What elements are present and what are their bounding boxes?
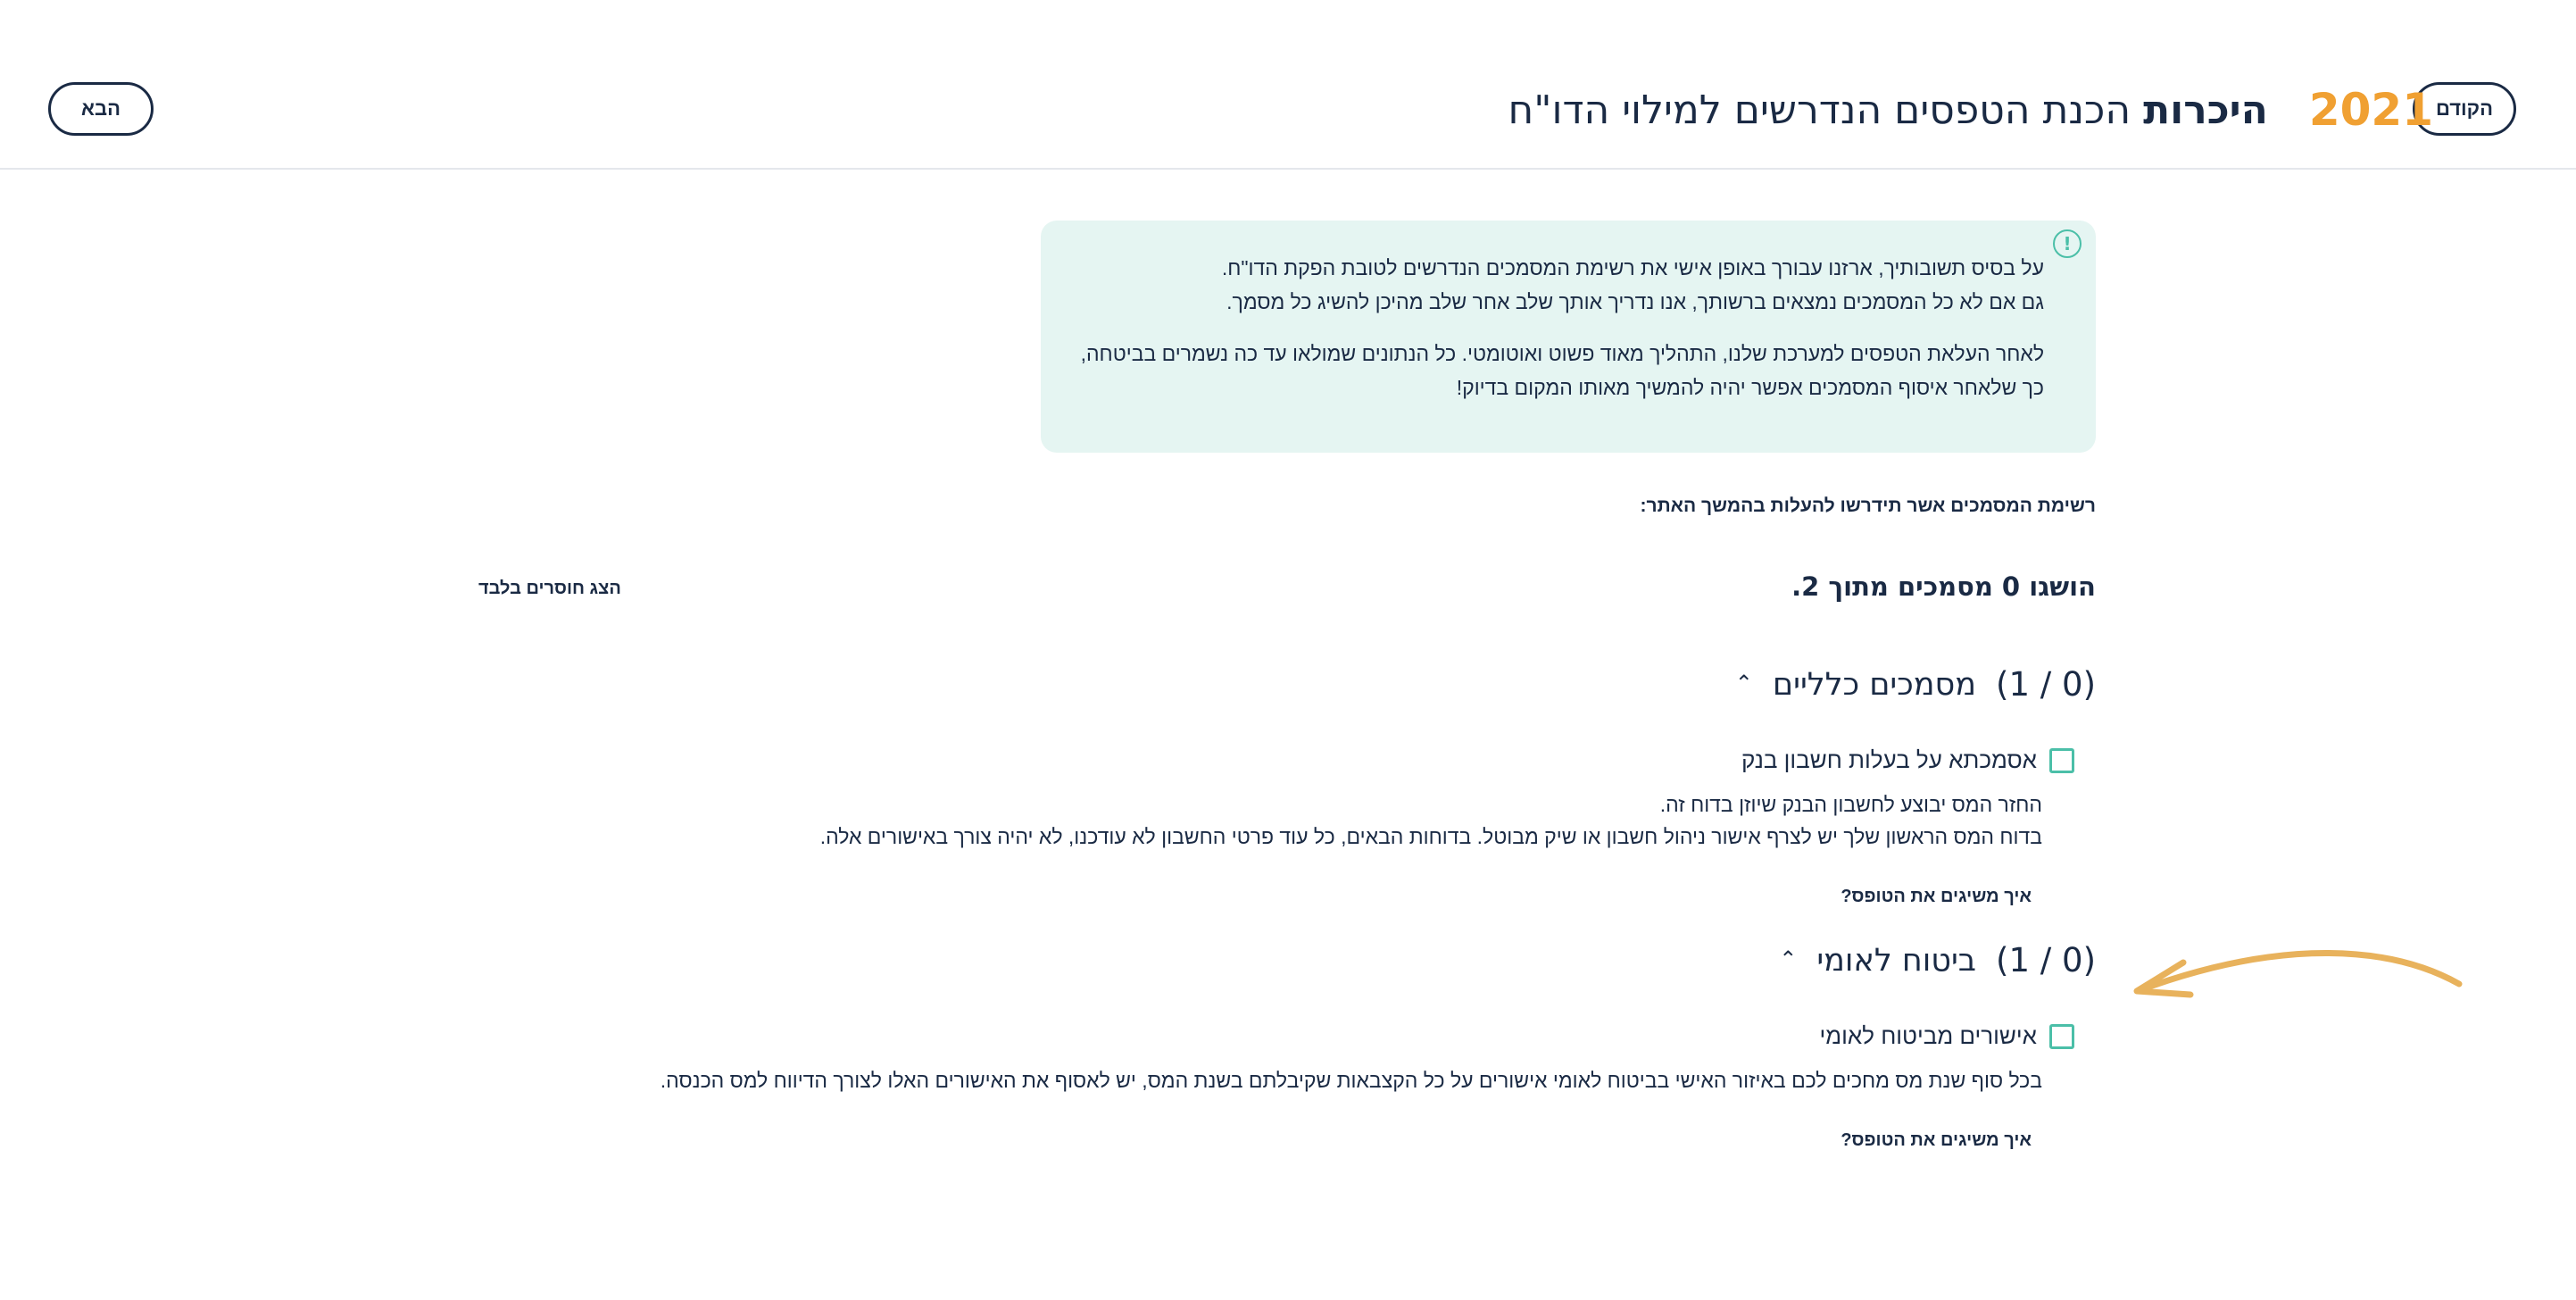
section-header-general-documents[interactable] [1735, 665, 2096, 704]
section-title: מסמכים כלליים [1772, 666, 1977, 703]
show-missing-only-link[interactable]: הצג חוסרים בלבד [478, 579, 621, 598]
previous-button[interactable]: הקודם [2413, 82, 2516, 136]
chevron-up-icon[interactable]: ⌃ [1734, 670, 1753, 696]
how-to-get-form-link[interactable]: איך משיגים את הטופס? [1841, 1130, 2032, 1150]
info-line: כך שלאחר איסוף המסמכים אפשר יהיה להמשיך מאותו המקום בדיוק! [1456, 376, 2044, 399]
title-rest: הכנת הטפסים הנדרשים למילוי הדו"ח [1508, 87, 2131, 133]
document-checkbox[interactable] [2049, 1024, 2074, 1049]
next-button[interactable]: הבא [48, 82, 154, 136]
section-count: (0 / 1) [1996, 665, 2096, 704]
section-title: ביטוח לאומי [1816, 942, 1977, 979]
info-paragraph-1 [1068, 251, 2044, 319]
description-line: בדוח המס הראשון שלך יש לצרף אישור ניהול חשבון או שיק מבוטל. בדוחות הבאים, כל עוד פרטי החשבון לא עודכנו, לא יהיה צורך באישורים אלה. [819, 825, 2042, 848]
section-count: (0 / 1) [1996, 941, 2096, 979]
page-title [1508, 79, 2433, 141]
title-bold: היכרות [2143, 87, 2268, 133]
info-line: לאחר העלאת הטפסים למערכת שלנו, התהליך מאוד פשוט ואוטומטי. כל הנתונים שמולאו עד כה נשמרים בביטחה, [1080, 342, 2044, 365]
document-row-national-insurance [1820, 1022, 2075, 1050]
section-header-national-insurance[interactable] [1779, 941, 2096, 979]
collected-summary: הושגו 0 מסמכים מתוך 2. [1791, 571, 2096, 602]
document-checkbox[interactable] [2049, 748, 2074, 773]
top-bar [0, 0, 2576, 170]
document-label: אסמכתא על בעלות חשבון בנק [1741, 746, 2037, 773]
description-line: בכל סוף שנת מס מחכים לכם באיזור האישי בביטוח לאומי אישורים על כל הקצבאות שקיבלתם בשנת המס, יש לאסוף את האישורים האלו לצורך הדיווח למס הכנסה. [660, 1069, 2042, 1092]
chevron-up-icon[interactable]: ⌃ [1779, 946, 1798, 971]
document-description [661, 1064, 2042, 1096]
description-line: החזר המס יבוצע לחשבון הבנק שיוזן בדוח זה. [1659, 793, 2042, 816]
info-line: על בסיס תשובותיך, ארזנו עבורך באופן אישי את רשימת המסמכים הנדרשים לטובת הפקת הדו"ח. [1221, 256, 2044, 279]
documents-list-title: רשימת המסמכים אשר תידרשו להעלות בהמשך האתר: [1640, 496, 2096, 516]
annotation-arrow-icon [2124, 929, 2472, 1000]
document-description [820, 788, 2042, 853]
info-box [1041, 221, 2096, 453]
info-icon: ! [2053, 229, 2082, 258]
title-year: 2021 [2308, 84, 2433, 136]
info-paragraph-2 [1068, 337, 2044, 404]
document-row-bank-account [1741, 746, 2074, 774]
document-label: אישורים מביטוח לאומי [1819, 1022, 2037, 1049]
info-line: גם אם לא כל המסמכים נמצאים ברשותך, אנו נדריך אותך שלב אחר שלב מהיכן להשיג כל מסמך. [1226, 290, 2044, 313]
how-to-get-form-link[interactable]: איך משיגים את הטופס? [1841, 887, 2032, 906]
